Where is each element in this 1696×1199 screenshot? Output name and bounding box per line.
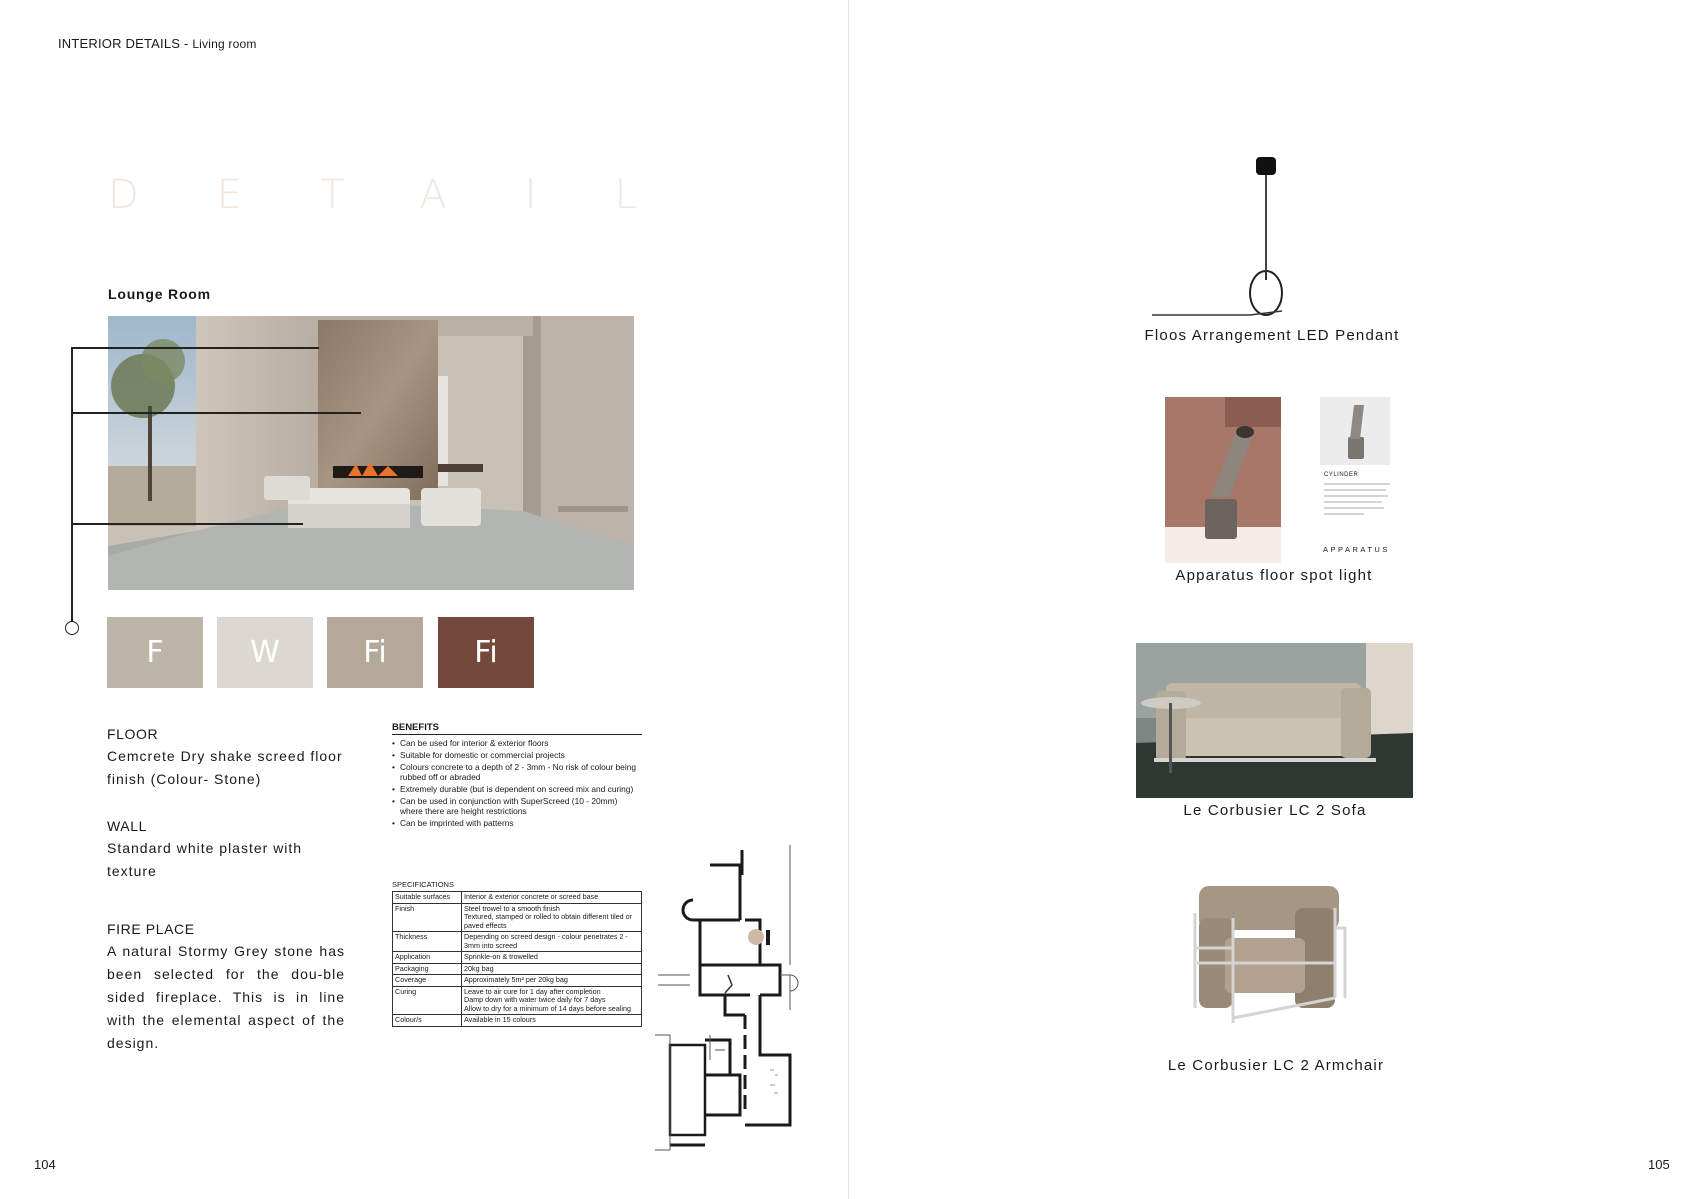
spec-key: Colour/s xyxy=(393,1015,462,1027)
benefit-item: • Suitable for domestic or commercial projects xyxy=(392,750,642,760)
running-header xyxy=(58,36,257,51)
brochure-brand: APPARATUS xyxy=(1323,545,1390,554)
product-caption-spotlight: Apparatus floor spot light xyxy=(1175,567,1373,584)
callout-floor-line xyxy=(71,523,303,525)
product-caption-armchair: Le Corbusier LC 2 Armchair xyxy=(1167,1057,1385,1074)
fireplace-text: A natural Stormy Grey stone has been selected for the dou-ble sided fireplace. This is in line with the elemental aspect of the design. xyxy=(107,943,345,1051)
spec-value: Steel trowel to a smooth finish Textured, stamped or rolled to obtain different tiled or paved effects xyxy=(462,903,642,932)
benefit-item: • Can be used for interior & exterior floors xyxy=(392,738,642,748)
callout-fireplace-line xyxy=(71,347,319,349)
swatch-fireplace xyxy=(327,617,423,688)
benefit-item: • Can be imprinted with patterns xyxy=(392,818,642,828)
callout-vertical-line xyxy=(71,347,73,623)
swatch-letter: Fi xyxy=(363,635,387,670)
spec-key: Packaging xyxy=(393,963,462,975)
wall-label: WALL xyxy=(107,818,148,834)
floor-label: FLOOR xyxy=(107,726,159,742)
table-row xyxy=(393,952,642,964)
spec-key: Application xyxy=(393,952,462,964)
table-row xyxy=(393,986,642,1015)
product-caption-pendant: Floos Arrangement LED Pendant xyxy=(1144,327,1400,344)
fireplace-label: FIRE PLACE xyxy=(107,921,195,937)
brochure-text-lines xyxy=(1324,482,1390,523)
spec-value: Depending on screed design - colour penetrates 2 - 3mm into screed xyxy=(462,932,642,952)
table-row xyxy=(393,975,642,987)
spotlight-brochure-photo xyxy=(1320,397,1390,465)
swatch-wall xyxy=(217,617,313,688)
page-number-right: 105 xyxy=(1648,1157,1670,1172)
pendant-image xyxy=(1150,155,1400,320)
swatch-floor xyxy=(107,617,203,688)
table-row xyxy=(393,892,642,904)
header-separator: - xyxy=(183,36,189,51)
header-subsection: Living room xyxy=(192,37,257,51)
specifications-table xyxy=(392,891,642,1027)
benefits-block xyxy=(392,722,642,830)
specifications-title: SPECIFICATIONS xyxy=(392,880,454,889)
swatch-letter: F xyxy=(146,635,164,670)
spec-key: Coverage xyxy=(393,975,462,987)
wall-text: Standard white plaster with texture xyxy=(107,840,303,879)
spec-value: Leave to air cure for 1 day after completion Damp down with water twice daily for 7 days Allow to dry for a minimum of 14 days before sealing xyxy=(462,986,642,1015)
table-row xyxy=(393,963,642,975)
specifications-block xyxy=(392,880,642,1027)
spec-key: Curing xyxy=(393,986,462,1015)
brochure-title: CYLINDER xyxy=(1324,472,1359,478)
table-row xyxy=(393,932,642,952)
spec-value: Interior & exterior concrete or screed base xyxy=(462,892,642,904)
benefit-item: • Extremely durable (but is dependent on screed mix and curing) xyxy=(392,784,642,794)
armchair-photo xyxy=(1185,878,1355,1036)
benefits-title: BENEFITS xyxy=(392,722,642,735)
spec-key: Finish xyxy=(393,903,462,932)
header-section: INTERIOR DETAILS xyxy=(58,36,181,51)
benefits-list xyxy=(392,738,642,828)
spec-key: Thickness xyxy=(393,932,462,952)
benefit-item: • Colours concrete to a depth of 2 - 3mm - No risk of colour being rubbed off or abraded xyxy=(392,762,642,782)
benefit-item: • Can be used in conjunction with SuperScreed (10 - 20mm) where there are height restrictions xyxy=(392,796,642,816)
swatch-letter: Fi xyxy=(474,635,498,670)
swatch-letter: W xyxy=(250,635,280,670)
page-number-left: 104 xyxy=(34,1157,56,1172)
callout-wall-line xyxy=(71,412,361,414)
spec-value: Approximately 5m² per 20kg bag xyxy=(462,975,642,987)
lounge-render-image xyxy=(108,316,634,590)
callout-marker xyxy=(65,621,79,635)
sofa-photo xyxy=(1136,643,1413,798)
swatch-finish xyxy=(438,617,534,688)
spread-divider xyxy=(848,0,849,1199)
floor-text: Cemcrete Dry shake screed floor finish (Colour- Stone) xyxy=(107,748,343,787)
spec-value: Sprinkle-on & trowelled xyxy=(462,952,642,964)
floor-plan-drawing xyxy=(650,845,820,1155)
spec-value: Available in 15 colours xyxy=(462,1015,642,1027)
spec-key: Suitable surfaces xyxy=(393,892,462,904)
product-caption-sofa: Le Corbusier LC 2 Sofa xyxy=(1183,802,1367,819)
table-row xyxy=(393,903,642,932)
room-title: Lounge Room xyxy=(108,286,211,302)
detail-heading: DETAIL xyxy=(108,172,715,218)
table-row xyxy=(393,1015,642,1027)
spec-value: 20kg bag xyxy=(462,963,642,975)
spotlight-photo xyxy=(1165,397,1281,563)
